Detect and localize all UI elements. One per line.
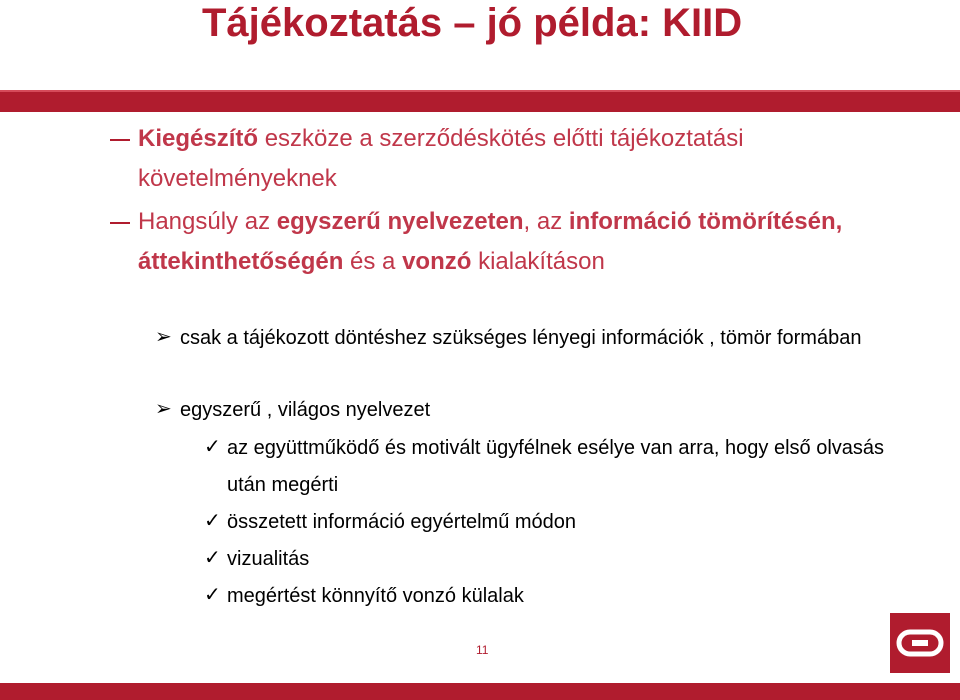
- page-number: 11: [476, 643, 489, 657]
- checkmark-icon: ✓: [204, 508, 221, 532]
- bullet-level3: az együttműködő és motivált ügyfélnek esélye van arra, hogy első olvasás után megérti: [227, 437, 885, 496]
- checkmark-icon: ✓: [204, 434, 221, 458]
- footer-band: [0, 683, 960, 700]
- emphasis-text: információ tömörítésén, áttekinthetőségén: [138, 208, 843, 275]
- body-text: eszköze a szerződéskötés előtti tájékoztatási követelményeknek: [138, 125, 744, 192]
- header-band: [0, 90, 960, 112]
- bank-logo-graphic: [890, 613, 950, 673]
- dash-icon: [110, 222, 130, 224]
- slide-title: Tájékoztatás – jó példa: KIID: [202, 1, 743, 45]
- body-text: kialakításon: [471, 248, 605, 275]
- bullet-level3: összetett információ egyértelmű módon: [227, 511, 577, 533]
- bullet-level3: megértést könnyítő vonzó külalak: [227, 585, 524, 607]
- bullet-level3: vizualitás: [227, 548, 310, 570]
- dash-icon: [110, 139, 130, 141]
- bank-logo-icon: [890, 613, 950, 673]
- emphasis-text: egyszerű nyelvezeten: [276, 208, 524, 235]
- body-text: , az: [523, 208, 569, 235]
- bullet-level2: egyszerű , világos nyelvezet: [180, 399, 431, 421]
- arrow-bullet-icon: ➢: [155, 396, 172, 420]
- checkmark-icon: ✓: [204, 582, 221, 606]
- body-text: és a: [343, 248, 403, 275]
- bullet-level1: [138, 202, 898, 282]
- arrow-bullet-icon: ➢: [155, 324, 172, 348]
- body-text: Hangsúly az: [138, 208, 277, 235]
- checkmark-icon: ✓: [204, 545, 221, 569]
- bullet-level2: csak a tájékozott döntéshez szükséges lényegi információk , tömör formában: [180, 327, 862, 349]
- bullet-level1: [138, 119, 898, 199]
- emphasis-text: vonzó: [402, 248, 472, 275]
- emphasis-text: Kiegészítő: [138, 125, 259, 152]
